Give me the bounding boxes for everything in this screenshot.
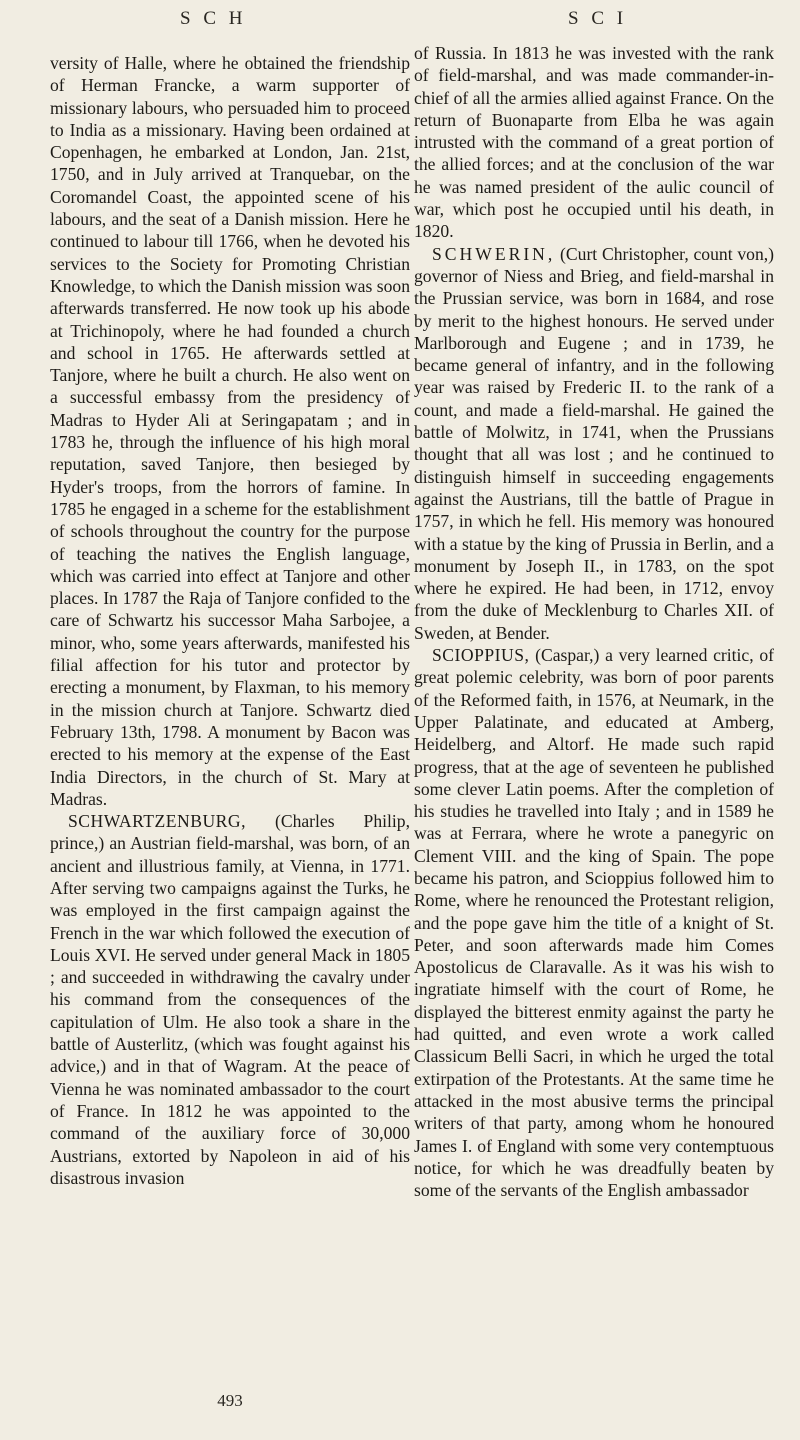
entry-name-scioppius: SCIOPPIUS,: [432, 645, 530, 666]
entry-text-schwerin: (Curt Christopher, count von,) governor of Niess and Brieg, and field-marshal in the Prussian service, was born in 1684, and rose by merit to the highest honours. He served under Marlborough and Eugene ; and in 1739, he became general of infantry, and in the following year was raised by Frederic II. to the rank of a count, and made a field-marshal. He gained the battle of Molwitz, in 1741, when the Prussians thought that all was lost ; and he continued to distinguish himself in succeeding engagements against the Austrians, till the battle of Prague in 1757, in which he fell. His memory was honoured with a statue by the king of Prussia in Berlin, and a monument by Joseph II., in 1783, on the spot where he expired. He had been, in 1712, envoy from the duke of Mecklenburg to Charles XII. of Sweden, at Bender.: [414, 243, 774, 643]
schwartz-entry-continuation: versity of Halle, where he obtained the friendship of Herman Francke, a warm supporter of missionary labours, who persuaded him to proceed to India as a missionary. Having been ordained at Copenhagen, he embarked at London, Jan. 21st, 1750, and in July arrived at Tranquebar, on the Coromandel Coast, the appointed scene of his labours, and the seat of a Danish mission. Here he continued to labour till 1766, when he devoted his services to the Society for Promoting Christian Knowledge, to which the Danish mission was soon afterwards transferred. He now took up his abode at Trichinopoly, where he had founded a church and school in 1765. He afterwards settled at Tanjore, where he built a church. He also went on a successful embassy from the presidency of Madras to Hyder Ali at Seringapatam ; and in 1783 he, through the influence of his high moral reputation, saved Tanjore, then besieged by Hyder's troops, from the horrors of famine. In 1785 he engaged in a scheme for the establishment of schools throughout the country for the purpose of teaching the natives the English language, which was carried into effect at Tanjore and other places. In 1787 the Raja of Tanjore confided to the care of Schwartz his successor Maha Sarbojee, a minor, who, some years afterwards, manifested his filial affection for his tutor and protector by erecting a monument, by Flaxman, to his memory in the mission church at Tanjore. Schwartz died February 13th, 1798. A monument by Bacon was erected to his memory at the expense of the East India Directors, in the church of St. Mary at Madras.: [50, 53, 410, 809]
scioppius-entry: [414, 644, 774, 1201]
running-header-left: S C H: [180, 8, 247, 29]
page-number: 493: [217, 1391, 243, 1410]
left-column: [50, 52, 410, 1189]
schwartzenburg-entry: [50, 810, 410, 1189]
schwartzenburg-entry-continuation: of Russia. In 1813 he was invested with the rank of field-marshal, and was made commander-in-chief of all the armies allied against France. On the return of Buonaparte from Elba he was again intrusted with the command of a great portion of the allied forces; and at the conclusion of the war he was named president of the aulic council of war, which post he occupied until his death, in 1820.: [414, 43, 774, 242]
entry-text-schwartzenburg: (Charles Philip, prince,) an Austrian field-marshal, was born, of an ancient and illustrious family, at Vienna, in 1771. After serving two campaigns against the Turks, he was employed in the first campaign against the French in the war which followed the execution of Louis XVI. He served under general Mack in 1805 ; and succeeded in withdrawing the cavalry under his command from the consequences of the capitulation of Ulm. He also took a share in the battle of Austerlitz, (which was fought against his advice,) and in that of Wagram. At the peace of Vienna he was nominated ambassador to the court of France. In 1812 he was appointed to the command of the auxiliary force of 30,000 Austrians, extorted by Napoleon in aid of his disastrous invasion: [50, 811, 410, 1188]
right-column: [414, 42, 774, 1201]
entry-text-scioppius: (Caspar,) a very learned critic, of great polemic celebrity, was born of poor parents of the Reformed faith, in 1576, at Neumark, in the Upper Palatinate, and educated at Amberg, Heidelberg, and Altorf. He made such rapid progress, that at the age of seventeen he published some clever Latin poems. After the completion of his studies he travelled into Italy ; and in 1589 he was at Ferrara, where he wrote a panegyric on Clement VIII. and the king of Spain. The pope became his patron, and Scioppius followed him to Rome, where he renounced the Protestant religion, and the pope gave him the title of a knight of St. Peter, and soon afterwards made him Comes Apostolicus de Claravalle. As it was his wish to ingratiate himself with the court of Rome, he displayed the bitterest enmity against the party he had quitted, and even wrote a work called Classicum Belli Sacri, in which he urged the total extirpation of the Protestants. At the same time he attacked in the most abusive terms the principal writers of that party, among whom he honoured James I. of England with some very contemptuous notice, for which he was dreadfully beaten by some of the servants of the English ambassador: [414, 645, 774, 1201]
running-header-right: S C I: [568, 8, 628, 29]
entry-name-schwartzenburg: SCHWARTZENBURG,: [68, 811, 246, 832]
schwerin-entry: [414, 243, 774, 644]
entry-name-schwerin: SCHWERIN,: [432, 243, 556, 264]
